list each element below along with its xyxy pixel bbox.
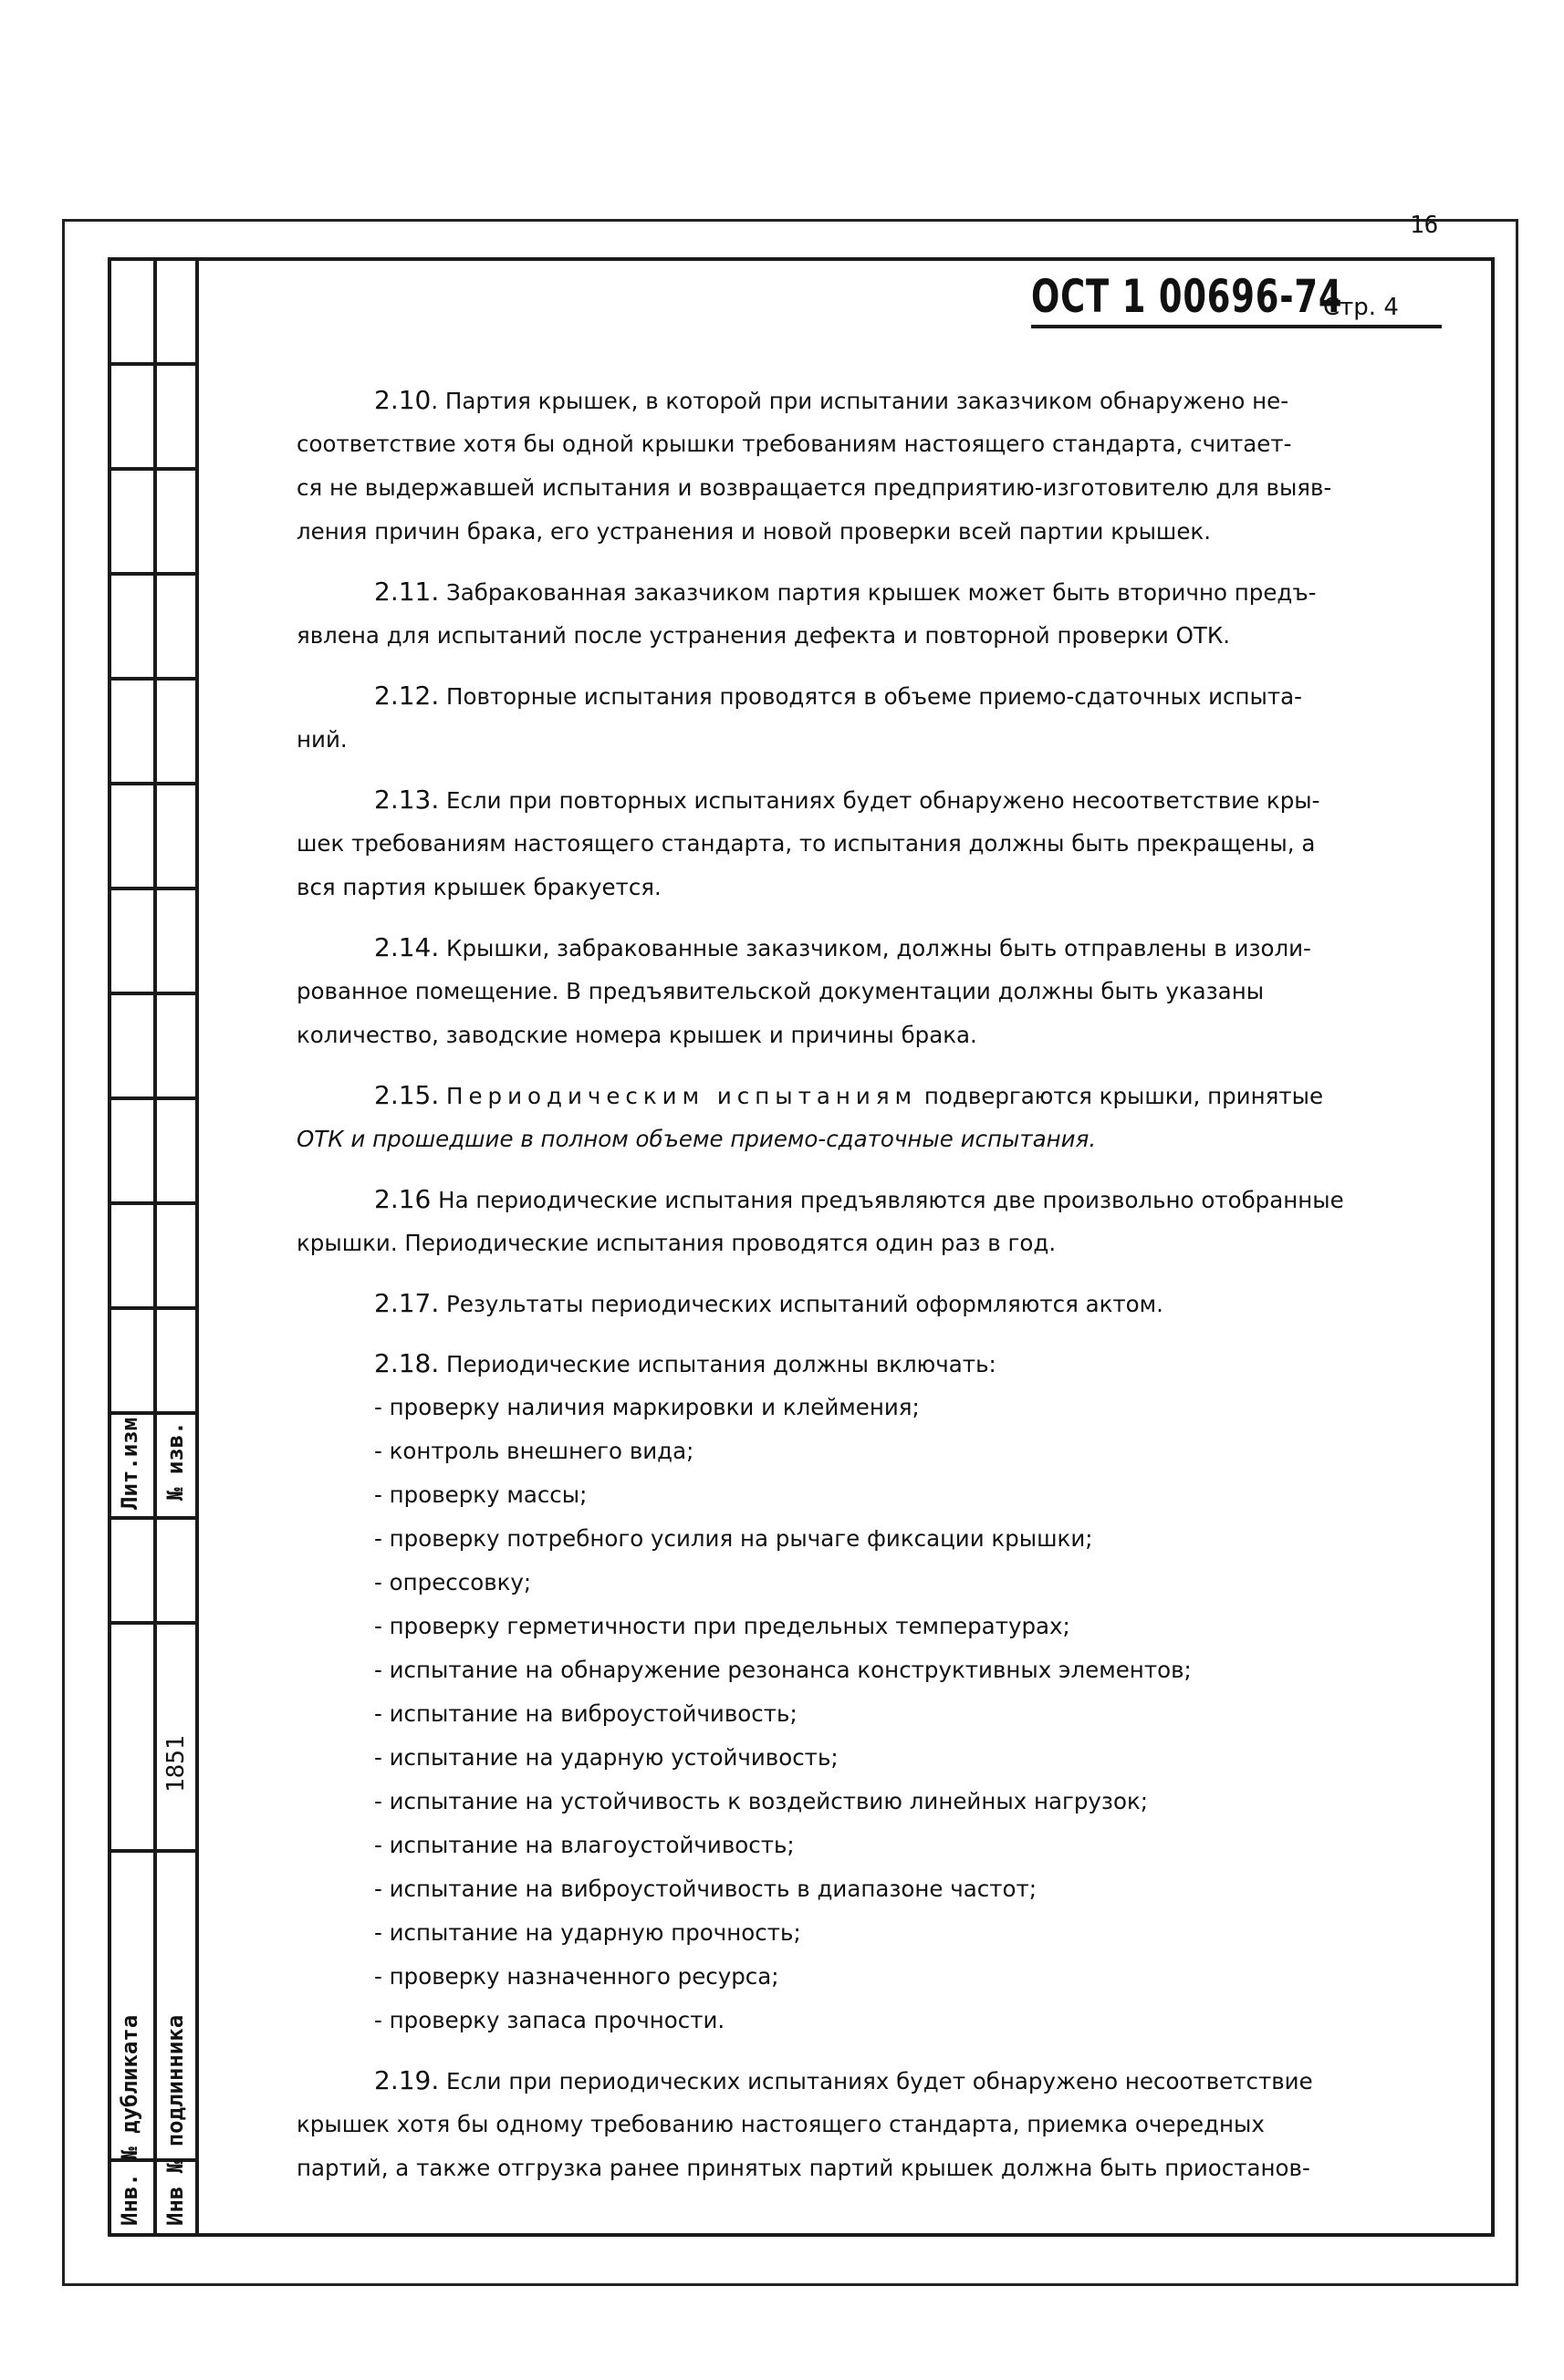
document-body — [297, 379, 1392, 2207]
paragraph-2-18 — [297, 1342, 1392, 1386]
paragraph-line: крышек хотя бы одному требованию настоящего стандарта, приемка очередных — [297, 2111, 1265, 2137]
paragraph-number: 2.18. — [374, 1348, 440, 1378]
paragraph-2-10: 2.10. Партия крышек, в которой при испытании заказчиком обнаружено не- соответствие хотя бы одной крышки требованиям настоящего стандарта, считает- ся не выдержавшей испытания и возвращается предприятию-изготовителю для выяв- ления причин брака, его устранения и новой проверки всей партии крышек. — [297, 379, 1392, 554]
paragraph-2-14 — [297, 926, 1392, 1057]
paragraph-line: Периодические испытания должны включать: — [446, 1351, 996, 1377]
paragraph-line: подвергаются крышки, принятые — [923, 1083, 1324, 1109]
list-item: - испытание на устойчивость к воздействию линейных нагрузок; — [374, 1788, 1149, 1814]
paragraph-number: 2.13. — [374, 785, 440, 815]
paragraph-number: 2.17. — [374, 1288, 440, 1318]
paragraph-line: ся не выдержавшей испытания и возвращается предприятию-изготовителю для выяв- — [297, 474, 1332, 501]
list-item: - проверку назначенного ресурса; — [374, 1963, 779, 1990]
paragraph-line: рованное помещение. В предъявительской документации должны быть указаны — [297, 978, 1265, 1004]
paragraph-2-11 — [297, 570, 1392, 658]
side-stamp-strip — [108, 257, 199, 2233]
paragraph-2-13 — [297, 778, 1392, 909]
list-item: - испытание на виброустойчивость; — [374, 1700, 798, 1727]
page-label: Стр. 4 — [1323, 294, 1399, 321]
paragraph-line: соответствие хотя бы одной крышки требованиям настоящего стандарта, считает- — [297, 431, 1292, 457]
list-item: - контроль внешнего вида; — [374, 1438, 694, 1464]
no-izv-label: № изв. — [162, 1421, 188, 1501]
list-item: - испытание на виброустойчивость в диапазоне частот; — [374, 1876, 1037, 1902]
paragraph-2-16 — [297, 1178, 1392, 1265]
list-item: - испытание на ударную устойчивость; — [374, 1744, 839, 1771]
paragraph-number: 2.11. — [374, 577, 440, 607]
list-item: - испытание на обнаружение резонанса конструктивных элементов; — [374, 1657, 1192, 1683]
test-list — [297, 1386, 1392, 2042]
paragraph-2-12 — [297, 674, 1392, 762]
list-item: - проверку массы; — [374, 1481, 588, 1508]
document-header — [1031, 270, 1442, 328]
paragraph-line: шек требованиям настоящего стандарта, то испытания должны быть прекращены, а — [297, 830, 1316, 857]
paragraph-line: Если при повторных испытаниях будет обнаружено несоответствие кры- — [446, 787, 1320, 814]
paragraph-line: Если при периодических испытаниях будет обнаружено несоответствие — [446, 2068, 1313, 2094]
list-item: - проверку наличия маркировки и клеймения; — [374, 1394, 920, 1420]
paragraph-line: количество, заводские номера крышек и причины брака. — [297, 1022, 977, 1048]
paragraph-line: крышки. Периодические испытания проводятся один раз в год. — [297, 1230, 1057, 1256]
list-item: - проверку запаса прочности. — [374, 2007, 725, 2033]
paragraph-2-17 — [297, 1282, 1392, 1325]
list-item: - опрессовку; — [374, 1569, 532, 1595]
lit-izm-label: Лит.изм — [117, 1417, 142, 1510]
paragraph-line: явлена для испытаний после устранения дефекта и повторной проверки ОТК. — [297, 622, 1231, 649]
list-item: - проверку потребного усилия на рычаге фиксации крышки; — [374, 1525, 1093, 1552]
paragraph-line: Результаты периодических испытаний оформляются актом. — [446, 1291, 1163, 1317]
paragraph-number: 2.16 — [374, 1184, 432, 1214]
list-item: - испытание на ударную прочность; — [374, 1919, 801, 1946]
paragraph-line: Партия крышек, в которой при испытании заказчиком обнаружено не- — [444, 388, 1289, 414]
paragraph-number: 2.14. — [374, 932, 440, 962]
paragraph-line: Повторные испытания проводятся в объеме приемо-сдаточных испыта- — [446, 683, 1302, 710]
paragraph-number: 2.12. — [374, 681, 440, 711]
page-number: 16 — [1410, 212, 1439, 239]
paragraph-line: партий, а также отгрузка ранее принятых партий крышек должна быть приостанов- — [297, 2155, 1310, 2181]
inv-number: 1851 — [162, 1735, 190, 1793]
paragraph-line: вся партия крышек бракуется. — [297, 874, 662, 900]
inv-dublikata-label: Инв. № дубликата — [117, 2014, 142, 2226]
paragraph-number: 2.10 — [374, 385, 432, 415]
paragraph-2-15 — [297, 1074, 1392, 1161]
spaced-term: Периодическим испытаниям — [446, 1083, 918, 1109]
paragraph-line: На периодические испытания предъявляются две произвольно отобранные — [438, 1187, 1344, 1213]
paragraph-line: ОТК и прошедшие в полном объеме приемо-сдаточные испытания. — [297, 1126, 1097, 1152]
list-item: - проверку герметичности при предельных температурах; — [374, 1613, 1070, 1639]
paragraph-number: 2.19. — [374, 2065, 440, 2095]
list-item: - испытание на влагоустойчивость; — [374, 1832, 795, 1858]
paragraph-2-19 — [297, 2059, 1392, 2190]
paragraph-line: Забракованная заказчиком партия крышек может быть вторично предъ- — [446, 579, 1317, 606]
paragraph-line: ления причин брака, его устранения и новой проверки всей партии крышек. — [297, 518, 1211, 545]
paragraph-line: ний. — [297, 726, 348, 753]
inv-podlinnika-label: Инв № подлинника — [162, 2014, 188, 2226]
paragraph-number: 2.15. — [374, 1080, 440, 1110]
paragraph-line: Крышки, забракованные заказчиком, должны быть отправлены в изоли- — [446, 935, 1311, 961]
doc-code: ОСТ 1 00696-74 — [1031, 270, 1343, 323]
